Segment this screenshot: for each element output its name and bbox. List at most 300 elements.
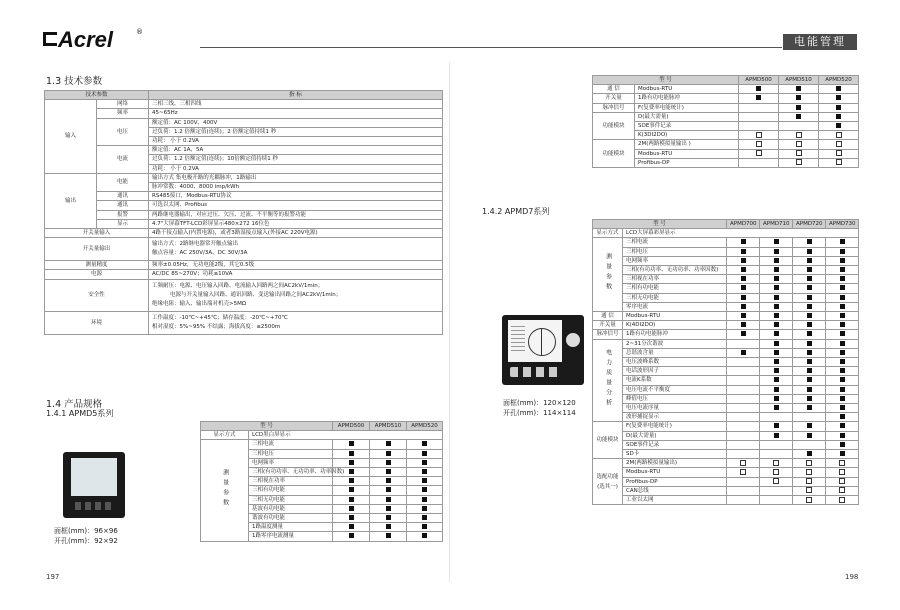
filled-square-icon [741, 304, 746, 309]
mark-cell [407, 495, 443, 504]
apmd5-spec-table-continued [592, 75, 859, 168]
mark-cell [826, 431, 859, 440]
filled-square-icon [840, 451, 845, 456]
display-label-cell: 显示方式 [201, 431, 249, 440]
mark-cell [727, 284, 760, 293]
filled-square-icon [807, 341, 812, 346]
open-square-icon [806, 487, 812, 493]
mark-cell [826, 367, 859, 376]
table-row [45, 146, 443, 155]
param-name-cell: 电压电流序量 [623, 404, 727, 413]
filled-square-icon [840, 258, 845, 263]
mark-cell [826, 321, 859, 330]
value-cell: 45~65Hz [149, 109, 443, 118]
subcategory-cell: 通讯 [97, 192, 149, 201]
category-cell: 开关量 [593, 94, 635, 103]
value-line: 工频耐压：电源、电压输入回路、电流输入回路两之间AC2kV/1min； [152, 282, 324, 289]
table-header-row [45, 91, 443, 100]
filled-square-icon [386, 441, 391, 446]
mark-cell [727, 293, 760, 302]
filled-square-icon [840, 423, 845, 428]
mark-cell [727, 238, 760, 247]
mark-cell [370, 468, 407, 477]
mark-cell [760, 413, 793, 422]
mark-cell [727, 358, 760, 367]
value-cell [149, 279, 443, 311]
open-square-icon [806, 469, 812, 475]
value-line: 4路干接点输入(内置电源)，或者3路湿接点输入(外接AC 220V电源) [152, 230, 318, 237]
mark-cell [779, 94, 819, 103]
mark-cell [727, 385, 760, 394]
filled-square-icon [840, 377, 845, 382]
mark-cell [739, 122, 779, 131]
filled-square-icon [756, 95, 761, 100]
filled-square-icon [807, 295, 812, 300]
filled-square-icon [741, 267, 746, 272]
value-line: 频率±0.05Hz，无功电能2级，其它0.5级 [152, 262, 255, 269]
filled-square-icon [807, 350, 812, 355]
mark-cell [760, 266, 793, 275]
table-row [593, 229, 859, 238]
mark-cell [727, 266, 760, 275]
header-cell: APMD710 [760, 220, 793, 229]
param-name-cell: K(4DI2DO) [623, 321, 727, 330]
filled-square-icon [807, 285, 812, 290]
filled-square-icon [807, 433, 812, 438]
filled-square-icon [349, 487, 354, 492]
page-gutter [449, 62, 450, 582]
filled-square-icon [774, 239, 779, 244]
mark-cell [760, 431, 793, 440]
filled-square-icon [741, 331, 746, 336]
mark-cell [333, 486, 370, 495]
open-square-icon [796, 150, 802, 156]
filled-square-icon [840, 405, 845, 410]
mark-cell [793, 450, 826, 459]
mark-cell [760, 468, 793, 477]
param-name-cell: 三相电压 [249, 449, 333, 458]
value-cell [149, 270, 443, 279]
filled-square-icon [807, 322, 812, 327]
table-row [593, 275, 859, 284]
param-name-cell: F(复费率电能统计) [623, 422, 727, 431]
filled-square-icon [422, 441, 427, 446]
mark-cell [793, 477, 826, 486]
value-line: 相对湿度：5%~95% 不结露；海拔高度：≤2500m [152, 323, 281, 330]
mark-cell [727, 256, 760, 265]
table-row [593, 302, 859, 311]
table-row [593, 293, 859, 302]
mark-cell [793, 339, 826, 348]
param-name-cell: 三相电流 [623, 238, 727, 247]
param-name-cell: 电网频率 [623, 256, 727, 265]
filled-square-icon [774, 276, 779, 281]
filled-square-icon [807, 451, 812, 456]
param-name-cell: 电压电流不平衡度 [623, 385, 727, 394]
apmd7-spec-table [592, 219, 859, 505]
filled-square-icon [796, 95, 801, 100]
filled-square-icon [807, 387, 812, 392]
filled-square-icon [807, 239, 812, 244]
filled-square-icon [422, 515, 427, 520]
mark-cell [727, 376, 760, 385]
filled-square-icon [386, 497, 391, 502]
param-name-cell: D(最大需量) [623, 431, 727, 440]
mark-cell [793, 293, 826, 302]
value-cell [149, 261, 443, 270]
mark-cell [727, 302, 760, 311]
mark-cell [727, 321, 760, 330]
comm-label-cell: 脉冲信号 [593, 330, 623, 339]
param-name-cell: 2M(两路模拟量输出 ) [635, 140, 739, 149]
mark-cell [826, 330, 859, 339]
table-row [45, 279, 443, 311]
mark-cell [407, 449, 443, 458]
header-cell: 型 号 [593, 220, 727, 229]
param-name-cell: 电流K系数 [623, 376, 727, 385]
mark-cell [793, 413, 826, 422]
value-cell [149, 229, 443, 238]
section-1-4-1-title: 1.4.1 APMD5系列 [46, 409, 114, 418]
mark-cell [819, 158, 859, 167]
mark-cell [739, 85, 779, 94]
mark-cell [739, 94, 779, 103]
value-cell: 额定值：AC 1A、5A [149, 146, 443, 155]
open-square-icon [756, 132, 762, 138]
mark-cell [793, 275, 826, 284]
mark-cell [760, 275, 793, 284]
mark-cell [370, 514, 407, 523]
subcategory-cell: 报警 [97, 210, 149, 219]
table-row [593, 477, 859, 486]
filled-square-icon [349, 460, 354, 465]
value-cell: 额定值：AC 100V、400V [149, 118, 443, 127]
table-row [593, 367, 859, 376]
mark-cell [826, 256, 859, 265]
mark-cell [407, 440, 443, 449]
param-name-cell: 三相(有功功率、无功功率、功率因数) [249, 468, 333, 477]
open-square-icon [806, 497, 812, 503]
filled-square-icon [836, 123, 841, 128]
filled-square-icon [807, 368, 812, 373]
param-name-cell: 基波有功电能 [249, 504, 333, 513]
table-row [593, 339, 859, 348]
mark-cell [779, 112, 819, 121]
filled-square-icon [422, 469, 427, 474]
table-row [593, 94, 859, 103]
table-row [593, 385, 859, 394]
section-1-4-2-title: 1.4.2 APMD7系列 [482, 207, 550, 216]
mark-cell [826, 302, 859, 311]
filled-square-icon [840, 341, 845, 346]
mark-cell [826, 440, 859, 449]
category-cell: 输入 [45, 100, 97, 174]
registered-mark: ® [136, 28, 143, 36]
table-row [593, 238, 859, 247]
mark-cell [779, 158, 819, 167]
category-cell: 功能模块 [593, 140, 635, 168]
mark-cell [793, 496, 826, 505]
filled-square-icon [807, 276, 812, 281]
mark-cell [727, 496, 760, 505]
filled-square-icon [840, 331, 845, 336]
table-row [45, 261, 443, 270]
filled-square-icon [836, 105, 841, 110]
mark-cell [727, 413, 760, 422]
param-name-cell: 总谐波含量 [623, 348, 727, 357]
mark-cell [333, 514, 370, 523]
mark-cell [826, 284, 859, 293]
param-name-cell: 三相无功电能 [249, 495, 333, 504]
mark-cell [333, 449, 370, 458]
table-row [593, 376, 859, 385]
mark-cell [760, 312, 793, 321]
category-cell: 输出 [45, 173, 97, 228]
filled-square-icon [349, 533, 354, 538]
mark-cell [793, 312, 826, 321]
filled-square-icon [840, 304, 845, 309]
mark-cell [760, 486, 793, 495]
param-name-cell: Modbus-RTU [635, 149, 739, 158]
filled-square-icon [349, 497, 354, 502]
filled-square-icon [386, 524, 391, 529]
table-row [45, 109, 443, 118]
mark-cell [407, 514, 443, 523]
open-square-icon [839, 469, 845, 475]
open-square-icon [796, 141, 802, 147]
filled-square-icon [741, 295, 746, 300]
mark-cell [779, 85, 819, 94]
filled-square-icon [741, 285, 746, 290]
open-square-icon [796, 132, 802, 138]
measure-label-cell [201, 440, 249, 541]
param-name-cell: 工业以太网 [623, 496, 727, 505]
mark-cell [727, 477, 760, 486]
mark-cell [826, 468, 859, 477]
mark-cell [727, 404, 760, 413]
filled-square-icon [349, 478, 354, 483]
filled-square-icon [349, 515, 354, 520]
value-line: 工作温度：-10℃~+45℃；储存温度：-20℃~+70℃ [152, 314, 288, 321]
open-square-icon [773, 460, 779, 466]
mark-cell [793, 459, 826, 468]
open-square-icon [839, 460, 845, 466]
mark-cell [760, 440, 793, 449]
subcategory-cell: 电能 [97, 173, 149, 191]
filled-square-icon [741, 258, 746, 263]
category-cell: 安全性 [45, 279, 149, 311]
table-row [45, 229, 443, 238]
filled-square-icon [840, 442, 845, 447]
value-cell: 过负荷：1.2 倍额定值(连续)；2 倍额定值持续1 秒 [149, 127, 443, 136]
filled-square-icon [756, 86, 761, 91]
filled-square-icon [422, 524, 427, 529]
mark-cell [826, 422, 859, 431]
filled-square-icon [774, 267, 779, 272]
table-row [45, 201, 443, 210]
mark-cell [826, 394, 859, 403]
mark-cell [739, 158, 779, 167]
filled-square-icon [836, 86, 841, 91]
value-line: AC/DC 85~270V；功耗≤10VA [152, 271, 233, 278]
mark-cell [727, 367, 760, 376]
mark-cell [826, 413, 859, 422]
param-name-cell: 1路有功电能脉冲 [623, 330, 727, 339]
mark-cell [826, 293, 859, 302]
measure-label-cell [593, 238, 623, 312]
mark-cell [793, 394, 826, 403]
filled-square-icon [774, 433, 779, 438]
apmd7-phasor-axis [541, 328, 542, 356]
value-cell: 功耗： 小于 0.2VA [149, 137, 443, 146]
mark-cell [779, 131, 819, 140]
mark-cell [793, 348, 826, 357]
mark-cell [793, 256, 826, 265]
filled-square-icon [349, 469, 354, 474]
value-line: 触点容量：AC 250V/3A、DC 30V/3A [152, 250, 248, 257]
param-name-cell: 电网频率 [249, 458, 333, 467]
section-1-4-title: 1.4 产品规格 [46, 399, 103, 410]
open-square-icon [740, 460, 746, 466]
mark-cell [407, 468, 443, 477]
func-label-cell: 功能模块 [593, 422, 623, 459]
value-line: 绝缘电阻：输入、输出端对机壳>5MΩ [152, 300, 247, 307]
mark-cell [826, 238, 859, 247]
tech-params-table [44, 90, 443, 335]
mark-cell [727, 468, 760, 477]
mark-cell [793, 404, 826, 413]
filled-square-icon [422, 487, 427, 492]
filled-square-icon [807, 331, 812, 336]
param-name-cell: 1路零序电流测量 [249, 532, 333, 541]
filled-square-icon [840, 433, 845, 438]
param-name-cell: Modbus-RTU [635, 85, 739, 94]
measure-label: 测量参数 [604, 253, 612, 294]
header-cell: 型 号 [593, 76, 739, 85]
filled-square-icon [840, 313, 845, 318]
mark-cell [727, 394, 760, 403]
open-square-icon [806, 478, 812, 484]
table-row [593, 440, 859, 449]
filled-square-icon [349, 441, 354, 446]
filled-square-icon [422, 460, 427, 465]
param-name-cell: 峰值电压 [623, 394, 727, 403]
mark-cell [727, 486, 760, 495]
value-cell: 4.7"大屏幕TFT-LCD彩屏显示480×272 16位色 [149, 219, 443, 228]
filled-square-icon [774, 258, 779, 263]
mark-cell [760, 450, 793, 459]
comm-label-cell: 通 信 [593, 312, 623, 321]
mark-cell [826, 348, 859, 357]
mark-cell [793, 422, 826, 431]
category-badge: 电能管理 [783, 34, 857, 50]
mark-cell [826, 275, 859, 284]
mark-cell [760, 256, 793, 265]
filled-square-icon [774, 396, 779, 401]
filled-square-icon [807, 304, 812, 309]
mark-cell [370, 523, 407, 532]
param-name-cell: Profibus-DP [635, 158, 739, 167]
apmd5-device-image [63, 452, 125, 518]
mark-cell [760, 394, 793, 403]
mark-cell [727, 247, 760, 256]
param-name-cell: Modbus-RTU [623, 468, 727, 477]
open-square-icon [796, 159, 802, 165]
mark-cell [760, 339, 793, 348]
mark-cell [333, 440, 370, 449]
mark-cell [826, 247, 859, 256]
apmd7-caption [503, 398, 576, 418]
table-row [593, 413, 859, 422]
filled-square-icon [807, 359, 812, 364]
filled-square-icon [741, 322, 746, 327]
acrel-logo-mark [43, 32, 57, 46]
filled-square-icon [741, 249, 746, 254]
mark-cell [826, 376, 859, 385]
filled-square-icon [386, 469, 391, 474]
value-cell: 脉冲常数：4000、8000 imp/kWh [149, 183, 443, 192]
apmd7-device-buttons [510, 367, 562, 377]
filled-square-icon [349, 524, 354, 529]
filled-square-icon [840, 350, 845, 355]
filled-square-icon [774, 359, 779, 364]
mark-cell [793, 431, 826, 440]
apmd7-screen-readout [511, 326, 525, 354]
param-name-cell: 波形捕捉显示 [623, 413, 727, 422]
table-row [593, 330, 859, 339]
mark-cell [793, 330, 826, 339]
filled-square-icon [840, 285, 845, 290]
mark-cell [760, 404, 793, 413]
value-cell: 输出方式 集电极开路的光耦脉冲，1路输出 [149, 173, 443, 182]
mark-cell [793, 266, 826, 275]
apmd7-device-screen [508, 320, 562, 362]
filled-square-icon [807, 396, 812, 401]
comm-label-cell: 开关量 [593, 321, 623, 330]
mark-cell [739, 103, 779, 112]
header-cell: 指 标 [149, 91, 443, 100]
value-cell: 两路继电器输出，对应过压、欠压、过流、不平衡等的报警功能 [149, 210, 443, 219]
filled-square-icon [386, 506, 391, 511]
apmd7-phasor-circle [528, 328, 556, 356]
open-square-icon [806, 460, 812, 466]
param-name-cell: 1路温度测量 [249, 523, 333, 532]
subcategory-cell: 频率 [97, 109, 149, 118]
mark-cell [760, 477, 793, 486]
filled-square-icon [386, 451, 391, 456]
table-row [593, 404, 859, 413]
param-name-cell: 三相电压 [623, 247, 727, 256]
filled-square-icon [840, 276, 845, 281]
option-label: 选配功能 [596, 473, 619, 480]
display-value-cell: LCD黑白屏显示 [249, 431, 443, 440]
open-square-icon [839, 497, 845, 503]
mark-cell [819, 131, 859, 140]
filled-square-icon [774, 285, 779, 290]
param-name-cell: SD卡 [623, 450, 727, 459]
subcategory-cell: 显示 [97, 219, 149, 228]
filled-square-icon [386, 460, 391, 465]
mark-cell [739, 140, 779, 149]
param-name-cell: 1路有功电能脉冲 [635, 94, 739, 103]
value-line: 输出方式：2路继电器常开触点输出 [152, 241, 239, 248]
param-name-cell: 三相有功电能 [249, 486, 333, 495]
mark-cell [760, 422, 793, 431]
subcategory-cell: 网络 [97, 100, 149, 109]
mark-cell [819, 149, 859, 158]
param-name-cell: 2~31分次谐波 [623, 339, 727, 348]
open-square-icon [836, 159, 842, 165]
